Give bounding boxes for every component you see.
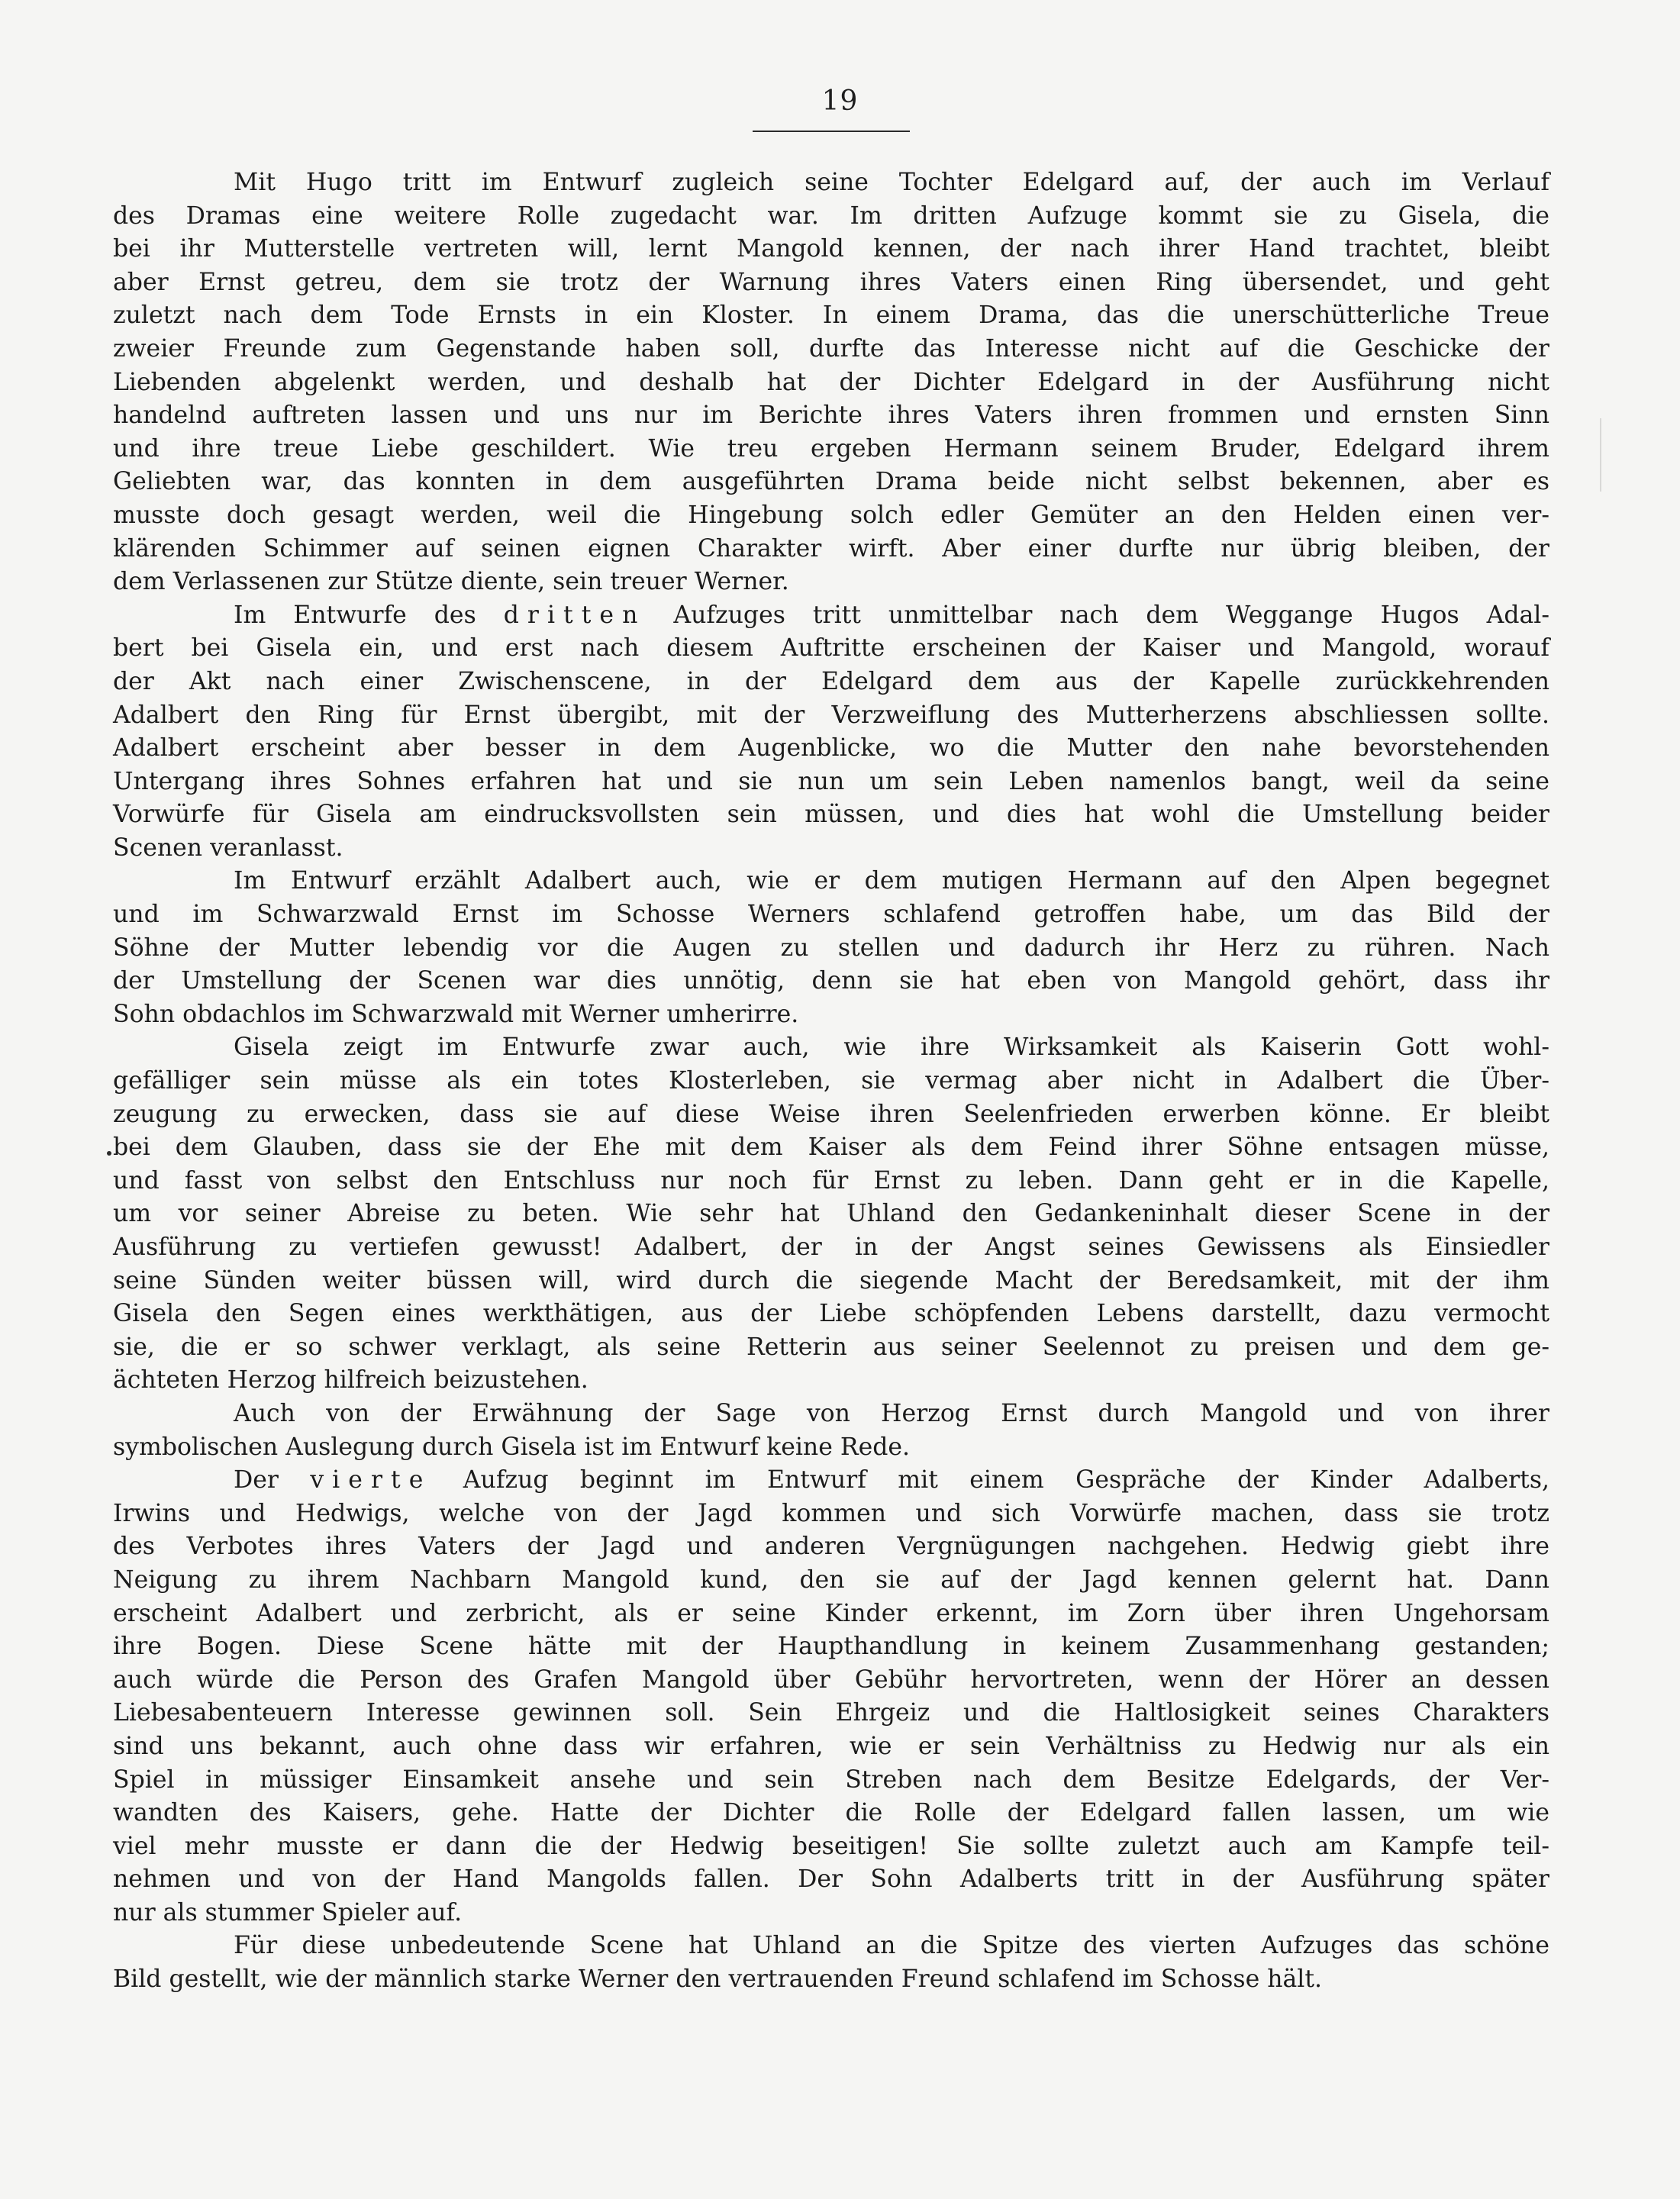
- text-line: Gisela den Segen eines werkthätigen, aus der Liebe schöpfenden Lebens darstellt, dazu vermocht: [113, 1300, 1549, 1328]
- margin-mark: [1600, 418, 1601, 492]
- text-line: zuletzt nach dem Tode Ernsts in ein Kloster. In einem Drama, das die unerschütterliche Treue: [113, 301, 1549, 330]
- text-line: handelnd auftreten lassen und uns nur im Berichte ihres Vaters ihren frommen und ernsten Sinn: [113, 401, 1549, 430]
- text-line: Irwins und Hedwigs, welche von der Jagd kommen und sich Vorwürfe machen, dass sie trotz: [113, 1499, 1549, 1527]
- emphasized-word: vierte: [310, 1466, 432, 1494]
- text-line: [113, 1464, 1549, 1498]
- text-segment: Aufzug beginnt im Entwurf mit einem Gespräche der Kinder Adalberts,: [431, 1466, 1550, 1494]
- paragraph: [113, 865, 1549, 1031]
- text-line: und fasst von selbst den Entschluss nur noch für Ernst zu leben. Dann geht er in die Kapelle,: [113, 1166, 1549, 1195]
- emphasized-word: dritten: [503, 601, 647, 629]
- text-line: Scenen veranlasst.: [113, 833, 343, 862]
- text-line: Untergang ihres Sohnes erfahren hat und sie nun um sein Leben namenlos bangt, weil da seine: [113, 767, 1549, 795]
- paragraph: [113, 1464, 1549, 1930]
- text-line: musste doch gesagt werden, weil die Hingebung solch edler Gemüter an den Helden einen ver-: [113, 501, 1549, 529]
- text-line: symbolischen Auslegung durch Gisela ist im Entwurf keine Rede.: [113, 1433, 911, 1461]
- text-line: der Akt nach einer Zwischenscene, in der Edelgard dem aus der Kapelle zurückkehrenden: [113, 667, 1549, 695]
- text-line: sie, die er so schwer verklagt, als seine Retterin aus seiner Seelennot zu preisen und dem ge-: [113, 1333, 1549, 1361]
- text-line: Auch von der Erwähnung der Sage von Herzog Ernst durch Mangold und von ihrer: [234, 1399, 1549, 1427]
- text-line: ächteten Herzog hilfreich beizustehen.: [113, 1366, 588, 1395]
- text-line: Für diese unbedeutende Scene hat Uhland an die Spitze des vierten Aufzuges das schöne: [234, 1932, 1549, 1960]
- text-line: und ihre treue Liebe geschildert. Wie treu ergeben Hermann seinem Bruder, Edelgard ihrem: [113, 434, 1549, 463]
- text-line: Liebesabenteuern Interesse gewinnen soll. Sein Ehrgeiz und die Haltlosigkeit seines Charakters: [113, 1699, 1549, 1727]
- text-line: bei ihr Mutterstelle vertreten will, lernt Mangold kennen, der nach ihrer Hand trachtet, bleibt: [113, 235, 1549, 263]
- text-line: Liebenden abgelenkt werden, und deshalb hat der Dichter Edelgard in der Ausführung nicht: [113, 368, 1549, 396]
- text-line: [113, 599, 1549, 633]
- text-line: Ausführung zu vertiefen gewusst! Adalbert, der in der Angst seines Gewissens als Einsiedler: [113, 1233, 1549, 1261]
- text-line: Mit Hugo tritt im Entwurf zugleich seine Tochter Edelgard auf, der auch im Verlauf: [234, 169, 1549, 196]
- text-line: um vor seiner Abreise zu beten. Wie sehr hat Uhland den Gedankeninhalt dieser Scene in der: [113, 1200, 1549, 1228]
- paragraph: [113, 1398, 1549, 1464]
- paragraph: [113, 599, 1549, 866]
- text-line: gefälliger sein müsse als ein totes Klosterleben, sie vermag aber nicht in Adalbert die Über-: [113, 1067, 1549, 1095]
- page-number: 19: [821, 85, 859, 117]
- text-line: seine Sünden weiter büssen will, wird durch die siegende Macht der Beredsamkeit, mit der ihm: [113, 1266, 1549, 1295]
- text-line: zweier Freunde zum Gegenstande haben soll, durfte das Interesse nicht auf die Geschicke der: [113, 334, 1549, 363]
- text-line: Geliebten war, das konnten in dem ausgeführten Drama beide nicht selbst bekennen, aber es: [113, 468, 1549, 496]
- text-line: Neigung zu ihrem Nachbarn Mangold kund, den sie auf der Jagd kennen gelernt hat. Dann: [113, 1565, 1549, 1594]
- text-line: Gisela zeigt im Entwurfe zwar auch, wie ihre Wirksamkeit als Kaiserin Gott wohl-: [234, 1033, 1549, 1062]
- text-line: klärenden Schimmer auf seinen eignen Charakter wirft. Aber einer durfte nur übrig bleiben, der: [113, 534, 1549, 563]
- paragraph: [113, 166, 1549, 599]
- text-line: ihre Bogen. Diese Scene hätte mit der Haupthandlung in keinem Zusammenhang gestanden;: [113, 1633, 1549, 1661]
- text-line: Adalbert erscheint aber besser in dem Augenblicke, wo die Mutter den nahe bevorstehenden: [113, 734, 1549, 763]
- header-rule: [753, 131, 910, 132]
- text-line: des Verbotes ihres Vaters der Jagd und anderen Vergnügungen nachgehen. Hedwig giebt ihre: [113, 1533, 1549, 1561]
- text-line: zeugung zu erwecken, dass sie auf diese Weise ihren Seelenfrieden erwerben könne. Er bleibt: [113, 1100, 1549, 1128]
- text-line: nehmen und von der Hand Mangolds fallen. Der Sohn Adalberts tritt in der Ausführung später: [113, 1865, 1549, 1894]
- paragraph: [113, 1031, 1549, 1398]
- text-line: Adalbert den Ring für Ernst übergibt, mit der Verzweiflung des Mutterherzens abschliessen sollte.: [113, 701, 1549, 729]
- text-line: wandten des Kaisers, gehe. Hatte der Dichter die Rolle der Edelgard fallen lassen, um wie: [113, 1799, 1549, 1827]
- text-line: Söhne der Mutter lebendig vor die Augen zu stellen und dadurch ihr Herz zu rühren. Nach: [113, 933, 1549, 962]
- ink-dot: [107, 1151, 111, 1156]
- text-segment: Aufzuges tritt unmittelbar nach dem Weggange Hugos Adal-: [646, 601, 1549, 629]
- text-line: nur als stummer Spieler auf.: [113, 1898, 463, 1927]
- text-line: bert bei Gisela ein, und erst nach diesem Auftritte erscheinen der Kaiser und Mangold, worauf: [113, 634, 1549, 663]
- text-line: Spiel in müssiger Einsamkeit ansehe und sein Streben nach dem Besitze Edelgards, der Ver-: [113, 1765, 1549, 1794]
- paragraph: [113, 1930, 1549, 1996]
- text-line: Im Entwurf erzählt Adalbert auch, wie er dem mutigen Hermann auf den Alpen begegnet: [234, 867, 1549, 895]
- text-line: dem Verlassenen zur Stütze diente, sein treuer Werner.: [113, 568, 789, 596]
- text-line: Sohn obdachlos im Schwarzwald mit Werner umherirre.: [113, 1000, 799, 1028]
- text-line: Vorwürfe für Gisela am eindrucksvollsten sein müssen, und dies hat wohl die Umstellung beider: [113, 801, 1549, 829]
- text-line: erscheint Adalbert und zerbricht, als er seine Kinder erkennt, im Zorn über ihren Ungehorsam: [113, 1599, 1549, 1627]
- text-line: und im Schwarzwald Ernst im Schosse Werners schlafend getroffen habe, um das Bild der: [113, 901, 1549, 929]
- text-line: viel mehr musste er dann die der Hedwig beseitigen! Sie sollte zuletzt auch am Kampfe teil-: [113, 1832, 1549, 1860]
- text-line: aber Ernst getreu, dem sie trotz der Warnung ihres Vaters einen Ring übersendet, und geht: [113, 268, 1549, 296]
- text-line: der Umstellung der Scenen war dies unnötig, denn sie hat eben von Mangold gehört, dass ihr: [113, 967, 1549, 995]
- text-segment: Der: [234, 1466, 311, 1494]
- text-line: sind uns bekannt, auch ohne dass wir erfahren, wie er sein Verhältniss zu Hedwig nur als ein: [113, 1732, 1549, 1760]
- text-line: bei dem Glauben, dass sie der Ehe mit dem Kaiser als dem Feind ihrer Söhne entsagen müsse,: [113, 1133, 1549, 1162]
- text-line: Bild gestellt, wie der männlich starke Werner den vertrauenden Freund schlafend im Schosse hält.: [113, 1965, 1323, 1994]
- text-segment: Im Entwurfe des: [234, 601, 504, 629]
- body-text: [113, 166, 1549, 1997]
- text-line: auch würde die Person des Grafen Mangold über Gebühr hervortreten, wenn der Hörer an dessen: [113, 1665, 1549, 1694]
- text-line: des Dramas eine weitere Rolle zugedacht war. Im dritten Aufzuge kommt sie zu Gisela, die: [113, 202, 1549, 230]
